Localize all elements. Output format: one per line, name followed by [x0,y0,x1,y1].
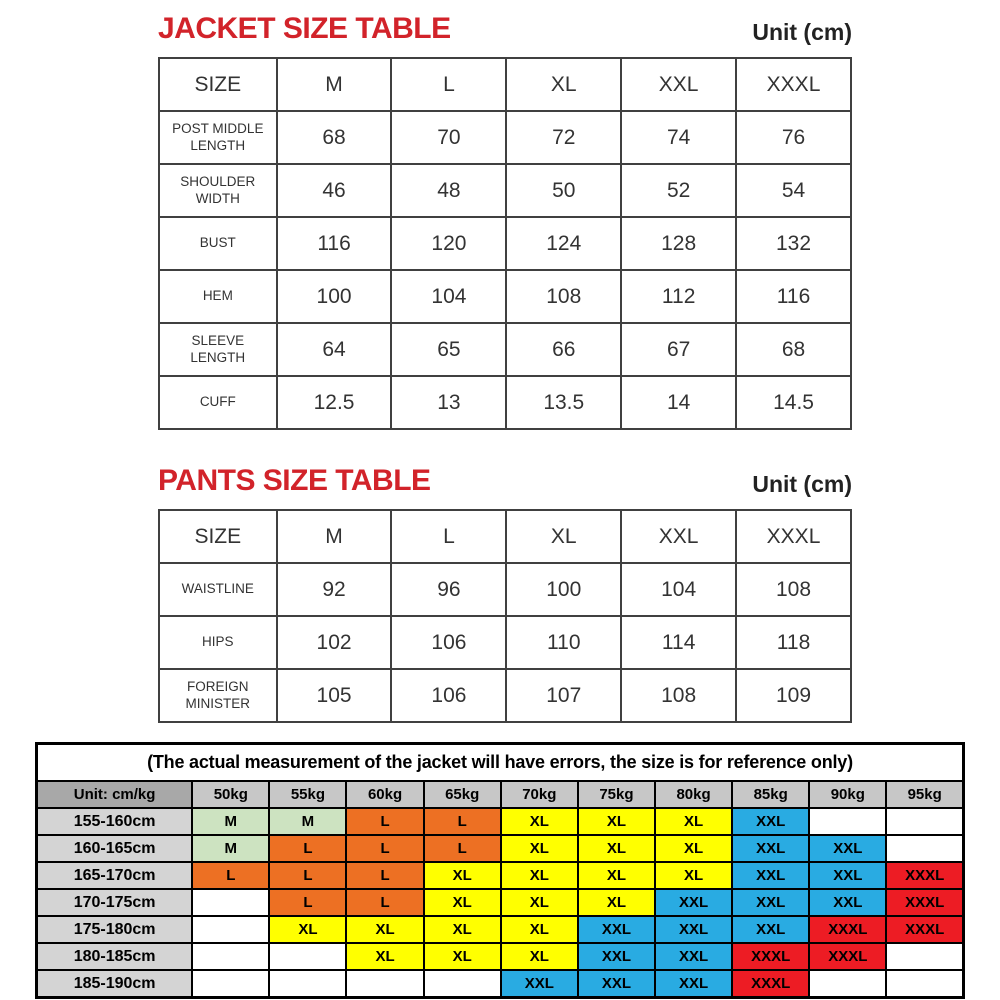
fit-size-cell-xl: XL [501,943,578,970]
fit-row-170-175cm [37,889,964,916]
fit-size-cell-xl: XL [655,808,732,835]
fit-weight-header-85kg: 85kg [732,781,809,808]
jacket-size-table [158,57,852,430]
jacket-row-cuff [159,376,851,429]
fit-size-cell-xxl: XXL [809,862,886,889]
fit-size-cell-l: L [424,808,501,835]
pants-row-waistline [159,563,851,616]
jacket-value-cell: 74 [621,111,736,164]
pants-value-cell: 114 [621,616,736,669]
fit-size-cell-xl: XL [501,808,578,835]
fit-size-cell-xxxl: XXXL [732,970,809,998]
jacket-row-label-bust: BUST [159,217,277,270]
fit-empty-cell [424,970,501,998]
fit-weight-header-70kg: 70kg [501,781,578,808]
fit-size-cell-xxl: XXL [732,835,809,862]
fit-weight-header-60kg: 60kg [346,781,423,808]
height-weight-fit-section [35,742,965,999]
fit-size-cell-l: L [346,835,423,862]
jacket-value-cell: 132 [736,217,851,270]
fit-row-185-190cm [37,970,964,998]
fit-size-cell-xxl: XXL [732,916,809,943]
pants-value-cell: 102 [277,616,392,669]
jacket-row-label-cuff: CUFF [159,376,277,429]
jacket-value-cell: 46 [277,164,392,217]
jacket-value-cell: 64 [277,323,392,376]
fit-weight-header-65kg: 65kg [424,781,501,808]
fit-size-cell-l: L [269,862,346,889]
jacket-table-title: JACKET SIZE TABLE [158,12,451,45]
fit-size-cell-xl: XL [578,862,655,889]
fit-size-cell-xxxl: XXXL [886,889,963,916]
fit-size-cell-xxxl: XXXL [809,916,886,943]
fit-size-cell-xxxl: XXXL [886,916,963,943]
pants-value-cell: 109 [736,669,851,722]
fit-height-label-160-165cm: 160-165cm [37,835,193,862]
fit-size-cell-xl: XL [578,808,655,835]
pants-row-label-waistline: WAISTLINE [159,563,277,616]
pants-header-size: SIZE [159,510,277,563]
fit-size-cell-xl: XL [501,835,578,862]
fit-size-cell-xxl: XXL [732,808,809,835]
pants-value-cell: 105 [277,669,392,722]
jacket-value-cell: 76 [736,111,851,164]
fit-empty-cell [886,943,963,970]
fit-size-cell-xxl: XXL [809,889,886,916]
fit-size-cell-xl: XL [424,889,501,916]
jacket-value-cell: 14.5 [736,376,851,429]
jacket-value-cell: 68 [736,323,851,376]
pants-header-m: M [277,510,392,563]
fit-row-160-165cm [37,835,964,862]
pants-size-table [158,509,852,723]
jacket-unit-label: Unit (cm) [752,19,852,45]
fit-size-cell-l: L [269,889,346,916]
fit-size-cell-l: L [346,889,423,916]
fit-empty-cell [192,916,269,943]
fit-size-cell-xxl: XXL [578,970,655,998]
fit-size-cell-xl: XL [655,862,732,889]
jacket-header-xxl: XXL [621,58,736,111]
pants-value-cell: 106 [391,616,506,669]
jacket-row-post-middle-length [159,111,851,164]
jacket-row-bust [159,217,851,270]
fit-weight-header-75kg: 75kg [578,781,655,808]
jacket-value-cell: 13.5 [506,376,621,429]
fit-empty-cell [192,889,269,916]
pants-table-title: PANTS SIZE TABLE [158,464,431,497]
fit-size-cell-xl: XL [424,916,501,943]
jacket-value-cell: 104 [391,270,506,323]
fit-empty-cell [886,808,963,835]
fit-empty-cell [346,970,423,998]
pants-row-label-hips: HIPS [159,616,277,669]
fit-note-row [37,744,964,782]
fit-size-cell-xl: XL [501,862,578,889]
jacket-value-cell: 128 [621,217,736,270]
fit-height-label-165-170cm: 165-170cm [37,862,193,889]
fit-size-cell-xxl: XXL [578,943,655,970]
jacket-header-xxxl: XXXL [736,58,851,111]
fit-size-cell-xl: XL [578,835,655,862]
pants-value-cell: 107 [506,669,621,722]
fit-size-cell-xl: XL [346,943,423,970]
fit-size-cell-xl: XL [424,862,501,889]
pants-header-xl: XL [506,510,621,563]
fit-height-label-170-175cm: 170-175cm [37,889,193,916]
jacket-value-cell: 48 [391,164,506,217]
fit-size-cell-xl: XL [501,916,578,943]
pants-value-cell: 108 [621,669,736,722]
fit-size-cell-xl: XL [269,916,346,943]
pants-row-label-foreign-minister: FOREIGN MINISTER [159,669,277,722]
pants-value-cell: 96 [391,563,506,616]
fit-size-cell-l: L [346,808,423,835]
fit-size-cell-xl: XL [424,943,501,970]
fit-empty-cell [809,808,886,835]
fit-size-cell-l: L [346,862,423,889]
pants-value-cell: 108 [736,563,851,616]
fit-weight-header-90kg: 90kg [809,781,886,808]
fit-size-cell-l: L [424,835,501,862]
jacket-row-hem [159,270,851,323]
fit-size-cell-l: L [192,862,269,889]
fit-weight-header-80kg: 80kg [655,781,732,808]
fit-height-label-175-180cm: 175-180cm [37,916,193,943]
fit-corner-label: Unit: cm/kg [37,781,193,808]
jacket-value-cell: 72 [506,111,621,164]
pants-size-section [158,458,852,723]
jacket-header-size: SIZE [159,58,277,111]
fit-size-cell-m: M [192,808,269,835]
jacket-value-cell: 54 [736,164,851,217]
pants-value-cell: 104 [621,563,736,616]
fit-empty-cell [886,970,963,998]
fit-size-cell-xxl: XXL [501,970,578,998]
fit-size-cell-m: M [192,835,269,862]
jacket-value-cell: 124 [506,217,621,270]
fit-empty-cell [269,970,346,998]
jacket-value-cell: 108 [506,270,621,323]
pants-value-cell: 92 [277,563,392,616]
fit-row-155-160cm [37,808,964,835]
fit-header-row [37,781,964,808]
jacket-value-cell: 116 [277,217,392,270]
pants-value-cell: 110 [506,616,621,669]
jacket-value-cell: 13 [391,376,506,429]
fit-size-cell-xxl: XXL [732,889,809,916]
jacket-header-row [159,58,851,111]
fit-size-cell-l: L [269,835,346,862]
jacket-row-sleeve-length [159,323,851,376]
fit-height-label-185-190cm: 185-190cm [37,970,193,998]
jacket-value-cell: 14 [621,376,736,429]
pants-value-cell: 100 [506,563,621,616]
fit-empty-cell [192,970,269,998]
jacket-value-cell: 66 [506,323,621,376]
pants-header-xxl: XXL [621,510,736,563]
jacket-size-section [158,6,852,430]
jacket-row-label-hem: HEM [159,270,277,323]
jacket-header-l: L [391,58,506,111]
pants-row-hips [159,616,851,669]
fit-row-175-180cm [37,916,964,943]
fit-size-cell-xxl: XXL [809,835,886,862]
pants-row-foreign-minister [159,669,851,722]
fit-empty-cell [886,835,963,862]
fit-size-cell-xl: XL [578,889,655,916]
fit-size-cell-xxxl: XXXL [809,943,886,970]
jacket-header-m: M [277,58,392,111]
jacket-row-shoulder-width [159,164,851,217]
fit-size-cell-xxl: XXL [655,943,732,970]
fit-empty-cell [269,943,346,970]
jacket-row-label-post-middle-length: POST MIDDLE LENGTH [159,111,277,164]
fit-empty-cell [192,943,269,970]
fit-size-cell-xl: XL [346,916,423,943]
pants-value-cell: 106 [391,669,506,722]
pants-unit-label: Unit (cm) [752,471,852,497]
fit-size-cell-xxl: XXL [578,916,655,943]
height-weight-size-table [35,742,965,999]
jacket-value-cell: 65 [391,323,506,376]
fit-size-cell-xxl: XXL [732,862,809,889]
jacket-value-cell: 70 [391,111,506,164]
pants-header-xxxl: XXXL [736,510,851,563]
pants-header-l: L [391,510,506,563]
fit-height-label-180-185cm: 180-185cm [37,943,193,970]
jacket-value-cell: 100 [277,270,392,323]
jacket-value-cell: 67 [621,323,736,376]
jacket-header-xl: XL [506,58,621,111]
fit-size-cell-xl: XL [655,835,732,862]
jacket-value-cell: 12.5 [277,376,392,429]
fit-size-cell-xl: XL [501,889,578,916]
fit-row-165-170cm [37,862,964,889]
jacket-value-cell: 116 [736,270,851,323]
fit-row-180-185cm [37,943,964,970]
jacket-value-cell: 68 [277,111,392,164]
fit-empty-cell [809,970,886,998]
jacket-row-label-sleeve-length: SLEEVE LENGTH [159,323,277,376]
fit-size-cell-xxl: XXL [655,889,732,916]
jacket-value-cell: 120 [391,217,506,270]
fit-height-label-155-160cm: 155-160cm [37,808,193,835]
pants-value-cell: 118 [736,616,851,669]
jacket-value-cell: 112 [621,270,736,323]
fit-size-cell-xxl: XXL [655,916,732,943]
fit-note-text: (The actual measurement of the jacket will have errors, the size is for reference only) [37,744,964,782]
jacket-value-cell: 50 [506,164,621,217]
jacket-row-label-shoulder-width: SHOULDER WIDTH [159,164,277,217]
fit-size-cell-xxl: XXL [655,970,732,998]
jacket-section-header [158,6,852,44]
fit-size-cell-xxxl: XXXL [732,943,809,970]
fit-weight-header-50kg: 50kg [192,781,269,808]
pants-section-header [158,458,852,496]
fit-size-cell-m: M [269,808,346,835]
fit-weight-header-95kg: 95kg [886,781,963,808]
fit-size-cell-xxxl: XXXL [886,862,963,889]
pants-header-row [159,510,851,563]
jacket-value-cell: 52 [621,164,736,217]
fit-weight-header-55kg: 55kg [269,781,346,808]
